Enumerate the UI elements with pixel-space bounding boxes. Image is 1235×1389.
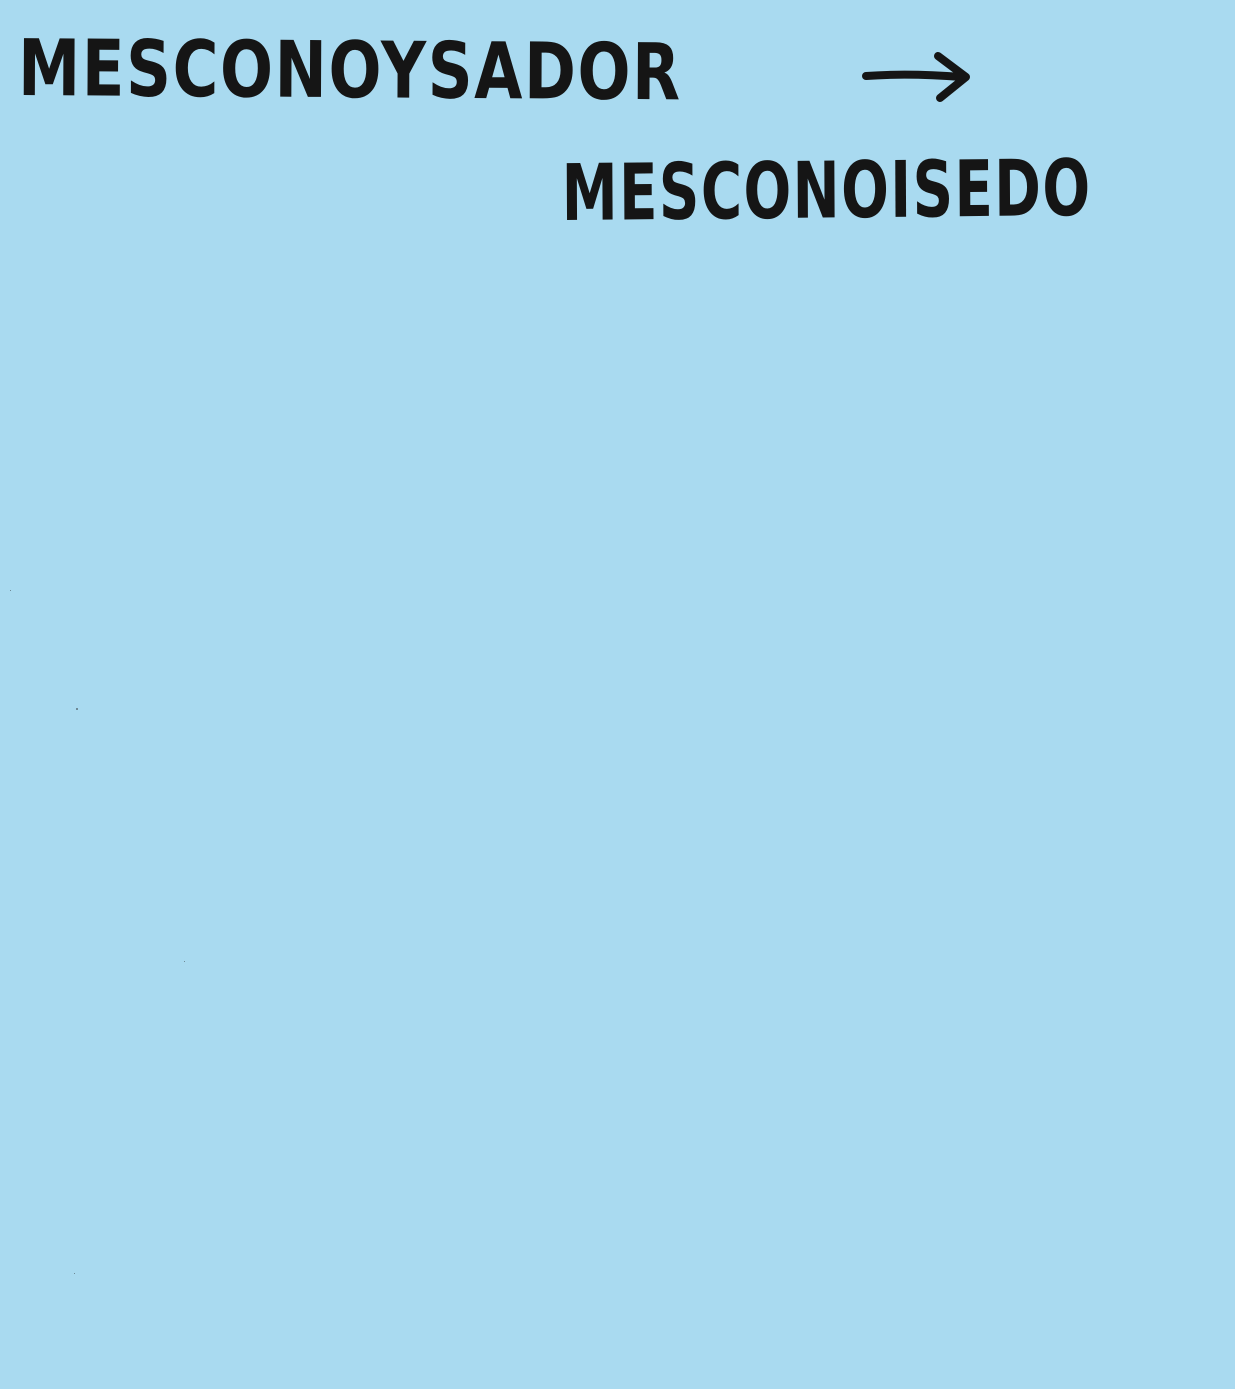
paper-speck xyxy=(76,708,78,710)
paper-speck xyxy=(184,961,185,962)
paper-speck xyxy=(74,1273,75,1274)
transformed-word: MESCONOISEDO xyxy=(561,143,1092,239)
original-word: MESCONOYSADOR xyxy=(17,24,683,119)
paper-speck xyxy=(10,590,11,591)
right-arrow-icon xyxy=(858,46,978,104)
